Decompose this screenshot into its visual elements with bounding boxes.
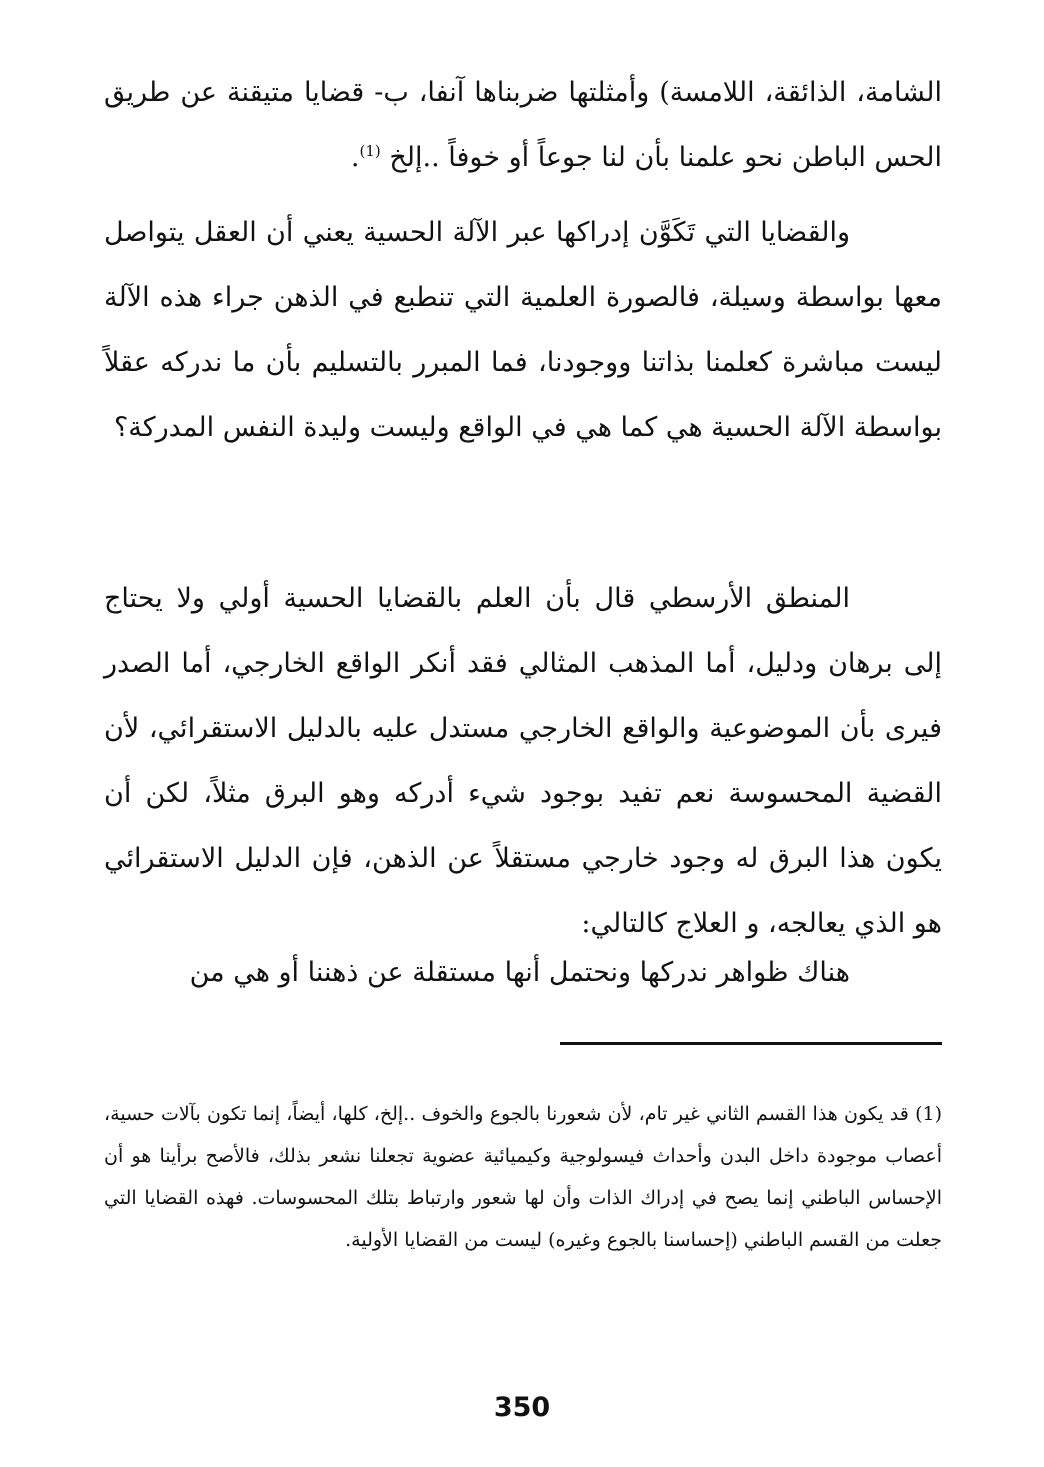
paragraph-3-text: المنطق الأرسطي قال بأن العلم بالقضايا الحسية أولي ولا يحتاج إلى برهان ودليل، أما المذهب المثالي فقد أنكر الواقع الخارجي، أما الصدر فيرى بأن الموضوعية والواقع الخارجي مستدل عليه بالدليل الاستقرائي، لأن القضية المحسوسة نعم تفيد بوجود شيء أدركه وهو البرق مثلاً، لكن أن يكون هذا البرق له وجود خارجي مستقلاً عن الذهن، فإن الدليل الاستقرائي هو الذي يعالجه، و العلاج كالتالي:: [104, 583, 942, 939]
paragraph-1-end: .: [350, 142, 360, 173]
footnote-1: (1) قد يكون هذا القسم الثاني غير تام، لأن شعورنا بالجوع والخوف ..إلخ، كلها، أيضاً، إنما تكون بآلات حسية، أعصاب موجودة داخل البدن وأحداث فيسولوجية وكيميائية عضوية تجعلنا نشعر بذلك، فالأصح برأينا هو أن الإحساس الباطني إنما يصح في إدراك الذات وأن لها شعور وارتباط بتلك المحسوسات. فهذه القضايا التي جعلت من القسم الباطني (إحساسنا بالجوع وغيره) ليست من القضايا الأولية.: [104, 1103, 943, 1251]
paragraph-continuation: [104, 60, 942, 190]
paragraph-2-text: والقضايا التي تَكَوَّن إدراكها عبر الآلة الحسية يعني أن العقل يتواصل معها بواسطة وسيلة، فالصورة العلمية التي تنطبع في الذهن جراء هذه الآلة ليست مباشرة كعلمنا بذاتنا ووجودنا، فما المبرر بالتسليم بأن ما ندركه عقلاً بواسطة الآلة الحسية هي كما هي في الواقع وليست وليدة النفس المدركة؟: [104, 217, 942, 443]
page-number: 350: [493, 1392, 551, 1423]
paragraph-1-text: الشامة، الذائقة، اللامسة) وأمثلتها ضربناها آنفا، ب- قضايا متيقنة عن طريق الحس الباطن نحو علمنا بأن لنا جوعاً أو خوفاً ..إلخ: [104, 77, 942, 173]
paragraph-2: [104, 200, 942, 460]
footnote-reference[interactable]: (1): [359, 142, 381, 160]
footnote-separator: [560, 1042, 942, 1045]
paragraph-3: [104, 566, 942, 956]
paragraph-4-text: هناك ظواهر ندركها ونحتمل أنها مستقلة عن ذهننا أو هي من: [189, 957, 850, 988]
paragraph-4: [104, 940, 942, 1005]
